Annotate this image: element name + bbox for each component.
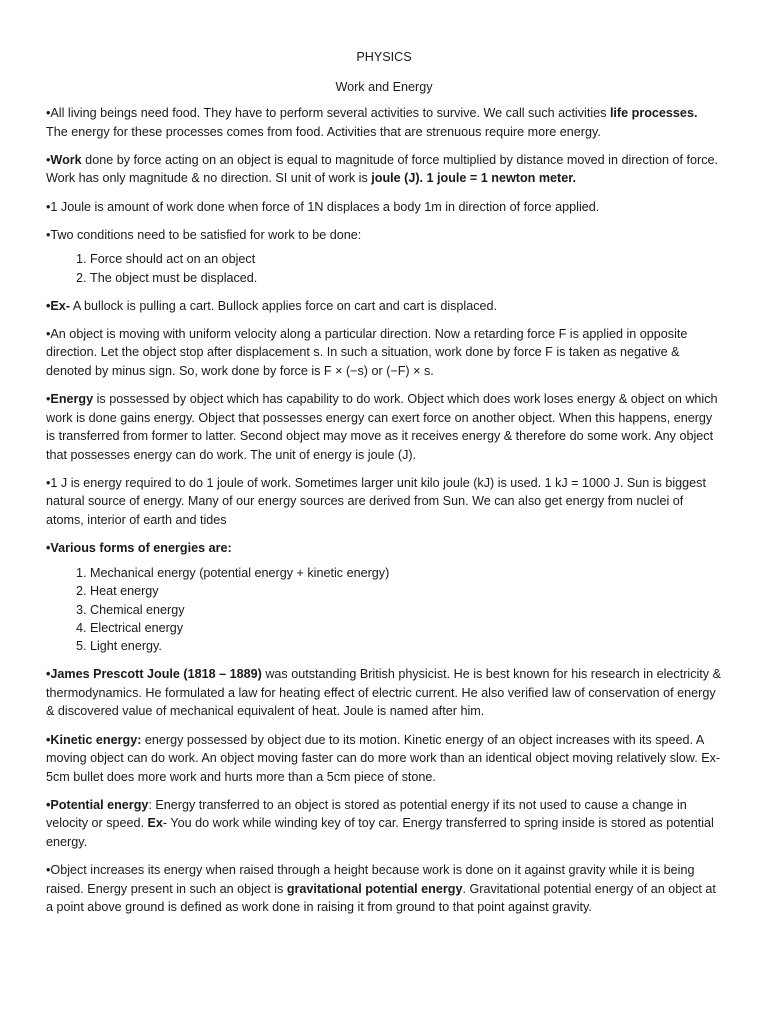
- term-kinetic-energy: •Kinetic energy:: [46, 732, 142, 747]
- text: A bullock is pulling a cart. Bullock applies force on cart and cart is displaced.: [70, 298, 498, 313]
- term-energy: Energy: [50, 391, 94, 406]
- paragraph-energy: [46, 390, 722, 464]
- paragraph-one-joule: •1 Joule is amount of work done when force of 1N displaces a body 1m in direction of force applied.: [46, 199, 600, 214]
- text: The energy for these processes comes from food. Activities that are strenuous require more energy.: [46, 124, 601, 139]
- paragraph-energy-units: •1 J is energy required to do 1 joule of work. Sometimes larger unit kilo joule (kJ) is used. 1 kJ = 1000 J. Sun is biggest natural source of energy. Many of our energy sources are derived from Sun. We can also get energy from nuclei of atoms, interior of earth and tides: [46, 475, 706, 527]
- document-title: Work and Energy: [335, 79, 433, 94]
- term-life-processes: life processes.: [609, 106, 698, 121]
- energy-forms-list: [46, 564, 722, 656]
- paragraph-negative-work: •An object is moving with uniform velocity along a particular direction. Now a retarding force F is applied in opposite direction. Let the object stop after displacement s. In such a situation, work done by force F is taken as negative & denoted by minus sign. So, work done by force is F × (−s) or (−F) × s.: [46, 326, 688, 378]
- text: : Energy transferred to an object is stored as potential energy if its not used to cause a change in velocity or speed.: [46, 797, 687, 831]
- term-work: Work: [50, 152, 82, 167]
- paragraph-conditions-intro: •Two conditions need to be satisfied for work to be done:: [46, 227, 362, 242]
- list-item: 5. Light energy.: [90, 637, 722, 655]
- conditions-list: [46, 250, 722, 287]
- term-example: •Ex-: [46, 298, 71, 313]
- list-item: 1. Mechanical energy (potential energy + kinetic energy): [90, 564, 722, 582]
- paragraph-kinetic-energy: [46, 731, 722, 787]
- paragraph-example-bullock: [46, 297, 722, 316]
- list-item: 3. Chemical energy: [90, 601, 722, 619]
- list-item: 2. Heat energy: [90, 582, 722, 600]
- paragraph-gravitational-energy: [46, 861, 722, 917]
- list-item: 4. Electrical energy: [90, 619, 722, 637]
- text: . Gravitational potential energy of an object at a point above ground is defined as work done in raising it from ground to that point against gravity.: [46, 881, 716, 915]
- paragraph-forms-intro: [46, 539, 722, 558]
- text: was outstanding British physicist. He is best known for his research in electricity & thermodynamics. He formulated a law for heating effect of electric current. He also verified law of conservation of energy & discovered value of mechanical equivalent of heat. Joule is named after him.: [46, 667, 721, 719]
- paragraph-life-processes: [46, 104, 722, 141]
- list-item: 1. Force should act on an object: [90, 250, 722, 268]
- text: •All living beings need food. They have to perform several activities to survive. We call such activities: [46, 106, 610, 121]
- paragraph-joule-biography: [46, 665, 722, 721]
- term-gravitational-potential-energy: gravitational potential energy: [286, 881, 463, 896]
- document-subject: PHYSICS: [356, 50, 412, 64]
- term-joule: joule (J). 1 joule = 1 newton meter.: [371, 171, 576, 186]
- paragraph-potential-energy: [46, 796, 722, 852]
- bullet: •: [46, 391, 51, 406]
- text: •Object increases its energy when raised through a height because work is done on it against gravity while it is being raised. Energy present in such an object is: [46, 863, 695, 896]
- text: done by force acting on an object is equal to magnitude of force multiplied by distance moved in direction of force. Work has only magnitude & no direction. SI unit of work is: [46, 152, 719, 186]
- text: energy possessed by object due to its motion. Kinetic energy of an object increases with its speed. A moving object can do work. An object moving faster can do more work than an identical object moving relatively slow. Ex- 5cm bullet does more work and hurts more than a 5cm piece of stone.: [46, 732, 721, 784]
- text: - You do work while winding key of toy car. Energy transferred to spring inside is stored as potential energy.: [46, 816, 714, 849]
- term-example: Ex: [147, 816, 163, 831]
- paragraph-work: [46, 151, 722, 188]
- term-james-joule: •James Prescott Joule (1818 – 1889): [46, 667, 262, 682]
- bullet: •: [46, 152, 51, 167]
- text: is possessed by object which has capability to do work. Object which does work loses energy & object on which work is done gains energy. Object that possesses energy can exert force on another object. When this happens, energy is transferred from former to latter. Second object may move as it receives energy & therefore do some work. Any object that possesses energy can do work. The unit of energy is joule (J).: [46, 391, 718, 462]
- list-item: 2. The object must be displaced.: [90, 269, 722, 287]
- term-potential-energy: •Potential energy: [46, 797, 149, 812]
- heading-forms: •Various forms of energies are:: [46, 541, 232, 556]
